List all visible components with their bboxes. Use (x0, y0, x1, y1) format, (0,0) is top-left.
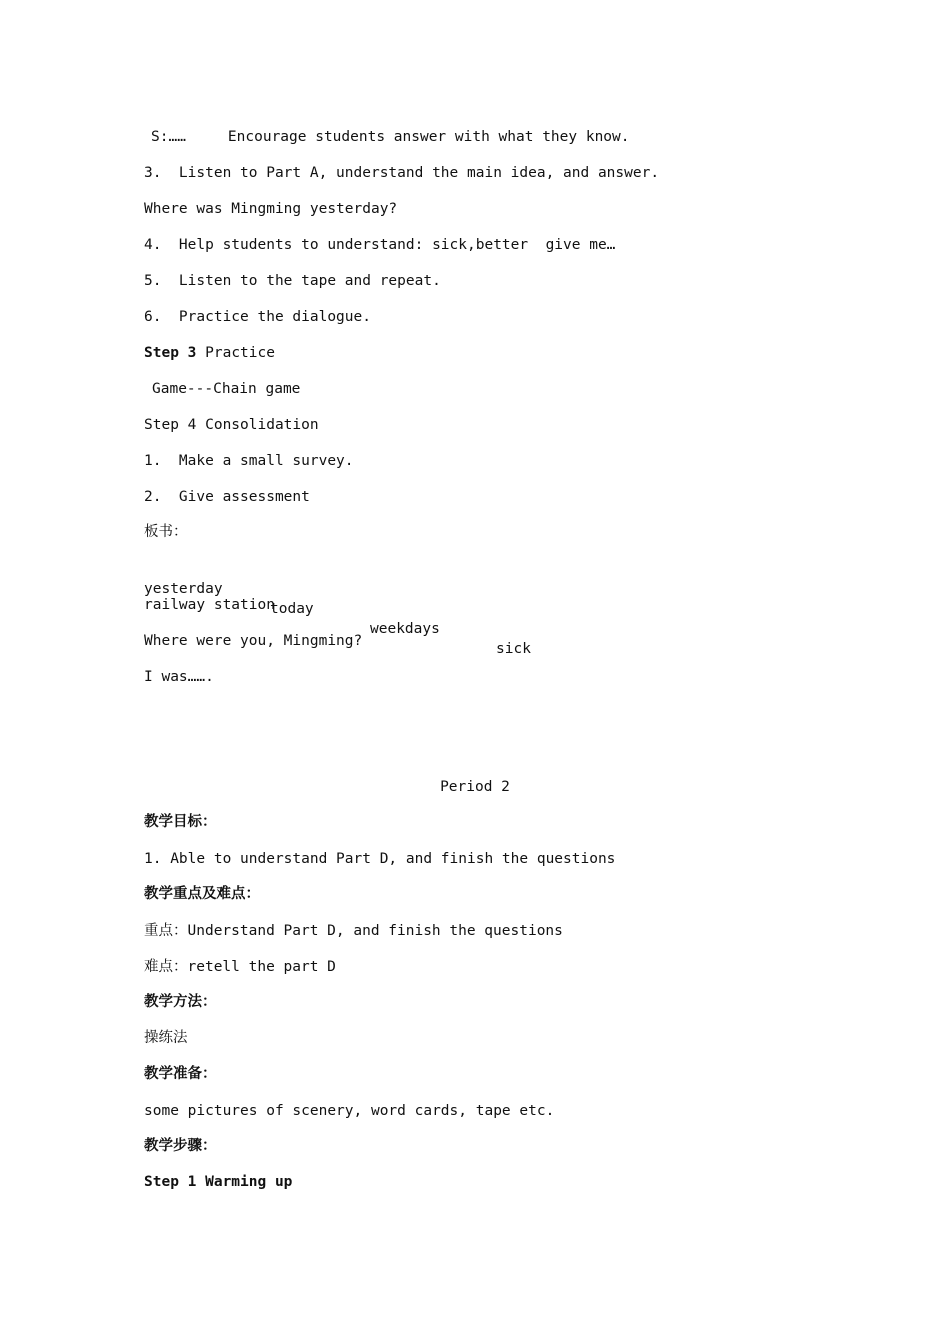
list-item: 4. Help students to understand: sick,better give me… (144, 237, 616, 253)
goal-item: 1. Able to understand Part D, and finish the questions (144, 851, 616, 867)
section-title: Period 2 (440, 779, 510, 795)
step-heading: Step 1 Warming up (144, 1174, 293, 1190)
key-point: 重点：Understand Part D, and finish the questions (144, 923, 563, 939)
section-heading: 教学准备： (144, 1066, 217, 1082)
board-word: today (270, 601, 314, 617)
board-word: yesterday (144, 581, 223, 597)
board-line: I was……. (144, 669, 214, 685)
list-item: 5. Listen to the tape and repeat. (144, 273, 441, 289)
student-response-line (151, 127, 630, 147)
section-heading: 教学步骤： (144, 1138, 217, 1154)
step-heading: Step 4 Consolidation (144, 417, 319, 433)
board-word: weekdays (370, 621, 440, 637)
response-instruction: Encourage students answer with what they know. (227, 129, 630, 145)
list-item: 2. Give assessment (144, 489, 310, 505)
step-title: Practice (205, 345, 275, 361)
section-heading: 教学方法： (144, 994, 217, 1010)
step-label: Step 3 (144, 345, 197, 361)
list-item: 3. Listen to Part A, understand the main idea, and answer. (144, 165, 660, 181)
board-word: sick (496, 641, 531, 657)
difficult-point: 难点：retell the part D (144, 959, 336, 975)
board-heading: 板书： (144, 524, 188, 540)
board-words-row (0, 559, 950, 679)
section-heading: 教学目标： (144, 814, 217, 830)
prep-text: some pictures of scenery, word cards, tape etc. (144, 1103, 555, 1119)
section-heading: 教学重点及难点： (144, 886, 260, 902)
step-heading (144, 343, 275, 363)
list-item: 6. Practice the dialogue. (144, 309, 371, 325)
question-text: Where was Mingming yesterday? (144, 201, 398, 217)
speaker-label: S:…… (151, 129, 186, 145)
list-item: 1. Make a small survey. (144, 453, 354, 469)
method-text: 操练法 (144, 1030, 188, 1046)
board-line: railway station (144, 597, 275, 613)
game-line: Game---Chain game (152, 381, 301, 397)
board-line: Where were you, Mingming? (144, 633, 363, 649)
